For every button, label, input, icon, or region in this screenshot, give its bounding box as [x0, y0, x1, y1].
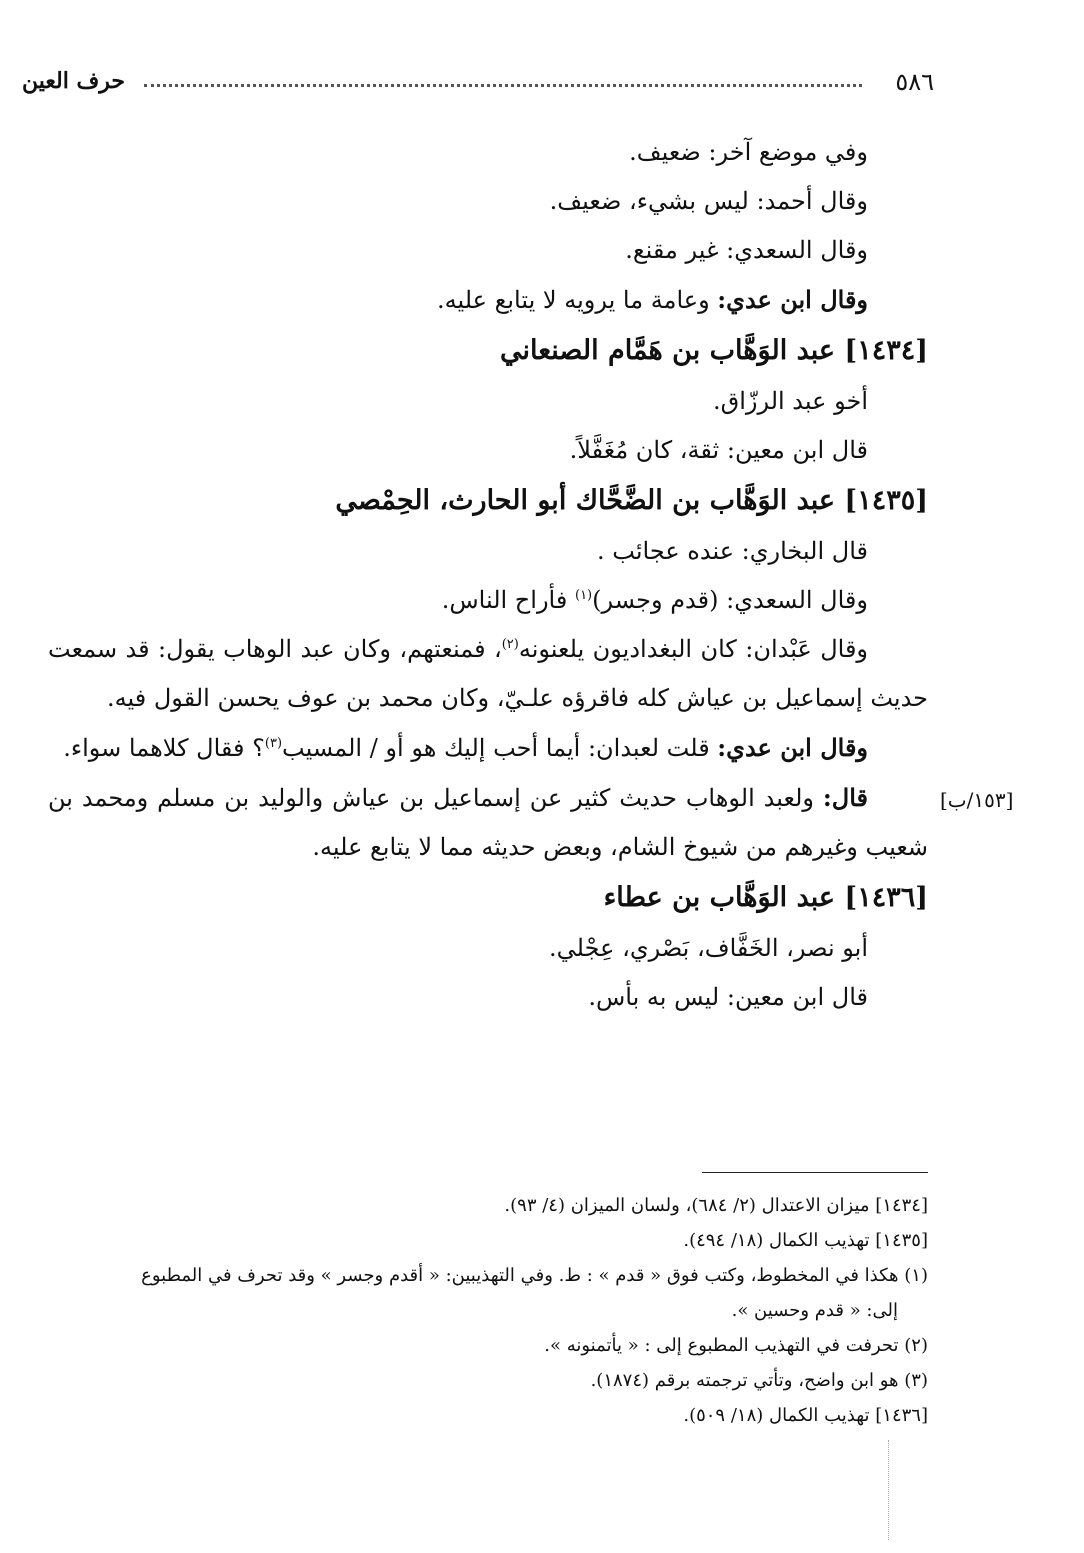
- manuscript-folio-note: [١٥٣/ب]: [940, 788, 1014, 812]
- paragraph: [48, 773, 928, 872]
- scan-artifact-line: [888, 1440, 889, 1540]
- speaker-label: وقال ابن عدي:: [717, 285, 868, 314]
- text-fragment: وعامة ما يرويه لا يتابع عليه.: [436, 286, 718, 314]
- entry-heading-1436: [١٤٣٦] عبد الوَهَّاب بن عطاء: [603, 882, 928, 913]
- page-header: [22, 68, 934, 108]
- entry-heading-1434: [١٤٣٤] عبد الوَهَّاب بن هَمَّام الصنعاني: [500, 335, 928, 366]
- footnotes: [48, 1188, 928, 1433]
- text-fragment: وقال السعدي: (قدم وجسر): [592, 586, 868, 614]
- footnote-ref: (٢): [501, 637, 519, 652]
- running-title: حرف العين: [22, 68, 126, 94]
- text-fragment: ؟ فقال كلاهما سواء.: [63, 734, 265, 762]
- text-line: قال البخاري: عنده عجائب .: [597, 537, 868, 565]
- footnote: (٢) تحرفت في التهذيب المطبوع إلى : « يأتمنونه ».: [544, 1335, 928, 1356]
- footnote: (٣) هو ابن واضح، وتأتي ترجمته برقم (١٨٧٤).: [590, 1370, 928, 1391]
- text-fragment: وقال عَبْدان: كان البغداديون يلعنونه: [518, 635, 869, 663]
- footnote: (١) هكذا في المخطوط، وكتب فوق « قدم » : ط. وفي التهذيبين: « أقدم وجسر » وقد تحرف في المطبوع: [141, 1265, 928, 1286]
- footnote: [١٤٣٤] ميزان الاعتدال (٢/ ٦٨٤)، ولسان الميزان (٤/ ٩٣).: [504, 1195, 928, 1216]
- footnote: [١٤٣٥] تهذيب الكمال (١٨/ ٤٩٤).: [683, 1230, 928, 1251]
- header-dotted-rule: [144, 84, 862, 87]
- text-line: قال ابن معين: ثقة، كان مُغَفَّلاً.: [569, 436, 868, 464]
- entry-heading-1435: [١٤٣٥] عبد الوَهَّاب بن الضَّحَّاك أبو الحارث، الحِمْصي: [335, 485, 928, 516]
- footnote-divider: [702, 1172, 928, 1173]
- footnote: [١٤٣٦] تهذيب الكمال (١٨/ ٥٠٩).: [683, 1405, 928, 1426]
- main-text: [48, 128, 928, 1022]
- footnote-ref: (١): [574, 588, 593, 603]
- text-line: وفي موضع آخر: ضعيف.: [629, 138, 868, 166]
- text-fragment: قلت لعبدان: أيما أحب إليك هو أو / المسيب: [282, 734, 718, 762]
- text-line: قال ابن معين: ليس به بأس.: [588, 983, 868, 1011]
- speaker-label: وقال ابن عدي:: [717, 733, 868, 762]
- text-line: أبو نصر، الخَفَّاف، بَصْري، عِجْلي.: [549, 934, 868, 962]
- page-number: ٥٨٦: [895, 68, 934, 96]
- text-line: [48, 275, 928, 325]
- text-line: وقال أحمد: ليس بشيء، ضعيف.: [549, 187, 868, 215]
- text-line: أخو عبد الرزّاق.: [712, 387, 868, 415]
- paragraph: [48, 723, 928, 773]
- text-line: وقال السعدي: غير مقنع.: [625, 236, 868, 264]
- text-fragment: فأراح الناس.: [441, 586, 575, 614]
- footnote-continuation: إلى: « قدم وحسين ».: [731, 1300, 898, 1321]
- text-fragment: ولعبد الوهاب حديث كثير عن إسماعيل بن عياش والوليد بن مسلم ومحمد بن شعيب وغيرهم من شيوخ الشام، وبعض حديثه مما لا يتابع عليه.: [48, 784, 928, 861]
- text-fragment: ، فمنعتهم، وكان عبد الوهاب يقول: قد سمعت حديث إسماعيل بن عياش كله فاقرؤه علـيّ، وكان محمد بن عوف يحسن القول فيه.: [48, 635, 928, 712]
- footnote-ref: (٣): [264, 736, 283, 751]
- paragraph: [48, 625, 928, 723]
- text-line: [48, 576, 928, 625]
- speaker-label: قال:: [822, 783, 869, 812]
